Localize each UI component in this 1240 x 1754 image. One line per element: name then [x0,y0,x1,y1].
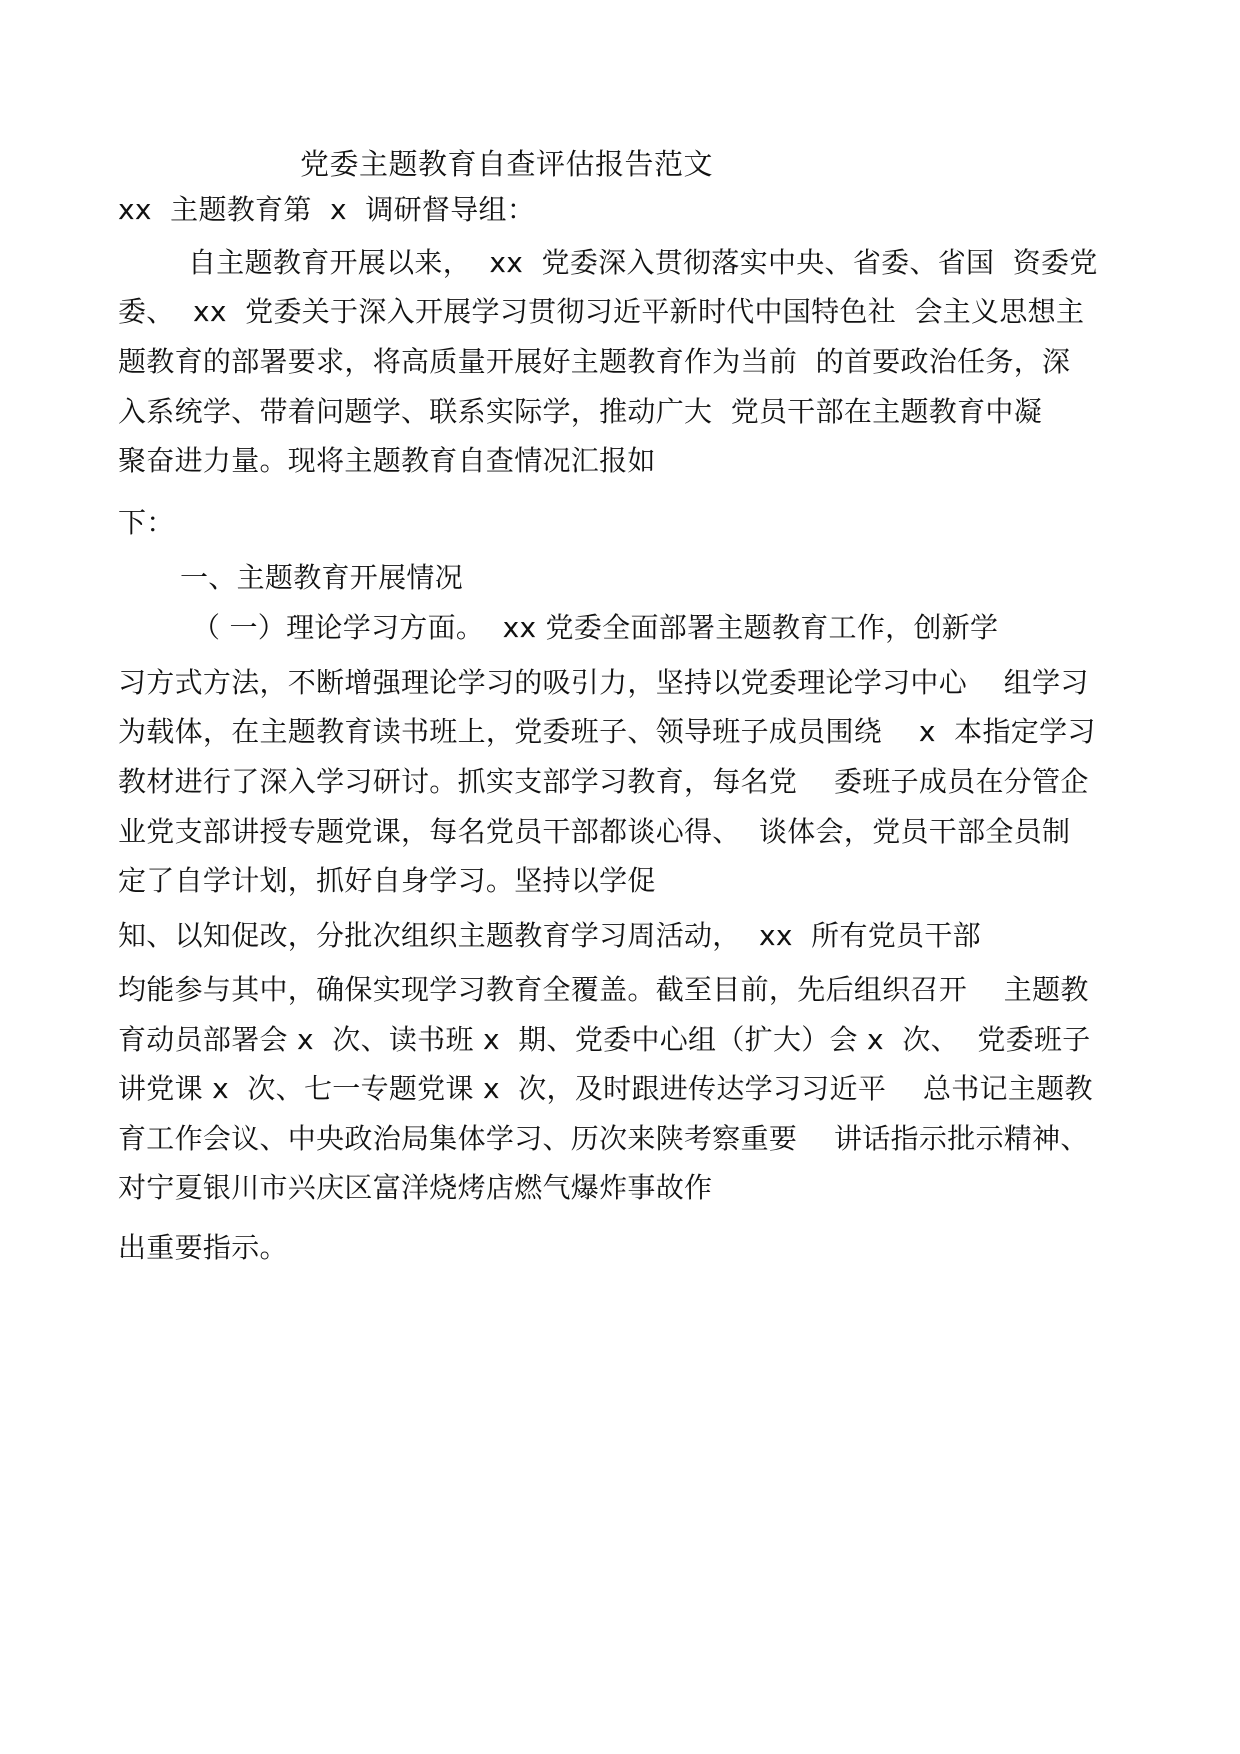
paragraph-line: 定了自学计划，抓好自身学习。坚持以学促 [118,864,656,897]
paragraph-line: 为载体，在主题教育读书班上，党委班子、领导班子成员围绕 x 本指定学习 [118,715,1096,748]
paragraph-line: 对宁夏银川市兴庆区富洋烧烤店燃气爆炸事故作 [118,1171,713,1204]
paragraph-tail: 知、以知促改，分批次组织主题教育学习周活动， xx 所有党员干部 [118,919,981,952]
paragraph-line: 业党支部讲授专题党课，每名党员干部都谈心得、 谈体会，党员干部全员制 [118,815,1071,848]
paragraph-line: 育动员部署会 x 次、读书班 x 期、党委中心组（扩大）会 x 次、 党委班子 [118,1023,1091,1056]
paragraph-line: 入系统学、带着问题学、联系实际学，推动广大 党员干部在主题教育中凝 [118,395,1043,428]
document-title: 党委主题教育自查评估报告范文 [300,147,714,181]
salutation: xx 主题教育第 x 调研督导组： [118,193,536,226]
paragraph-line: 习方式方法，不断增强理论学习的吸引力，坚持以党委理论学习中心 组学习 [118,666,1089,699]
subsection-lead: （ 一）理论学习方面。 xx 党委全面部署主题教育工作，创新学 [192,611,999,644]
section-heading: 一、主题教育开展情况 [180,561,464,594]
paragraph-tail: 出重要指示。 [118,1231,288,1264]
paragraph-line: 育工作会议、中央政治局集体学习、历次来陕考察重要 讲话指示批示精神、 [118,1122,1089,1155]
paragraph-line: 教材进行了深入学习研讨。抓实支部学习教育，每名党 委班子成员在分管企 [118,765,1089,798]
paragraph-line: 讲党课 x 次、七一专题党课 x 次，及时跟进传达学习习近平 总书记主题教 [118,1072,1093,1105]
paragraph-line: 聚奋进力量。现将主题教育自查情况汇报如 [118,444,656,477]
paragraph-line: 题教育的部署要求，将高质量开展好主题教育作为当前 的首要政治任务，深 [118,345,1071,378]
paragraph-line: 均能参与其中，确保实现学习教育全覆盖。截至目前，先后组织召开 主题教 [118,973,1089,1006]
paragraph-tail: 下： [118,506,175,539]
paragraph-line: 委、 xx 党委关于深入开展学习贯彻习近平新时代中国特色社 会主义思想主 [118,295,1085,328]
paragraph-line: 自主题教育开展以来， xx 党委深入贯彻落实中央、省委、省国 资委党 [188,246,1098,279]
